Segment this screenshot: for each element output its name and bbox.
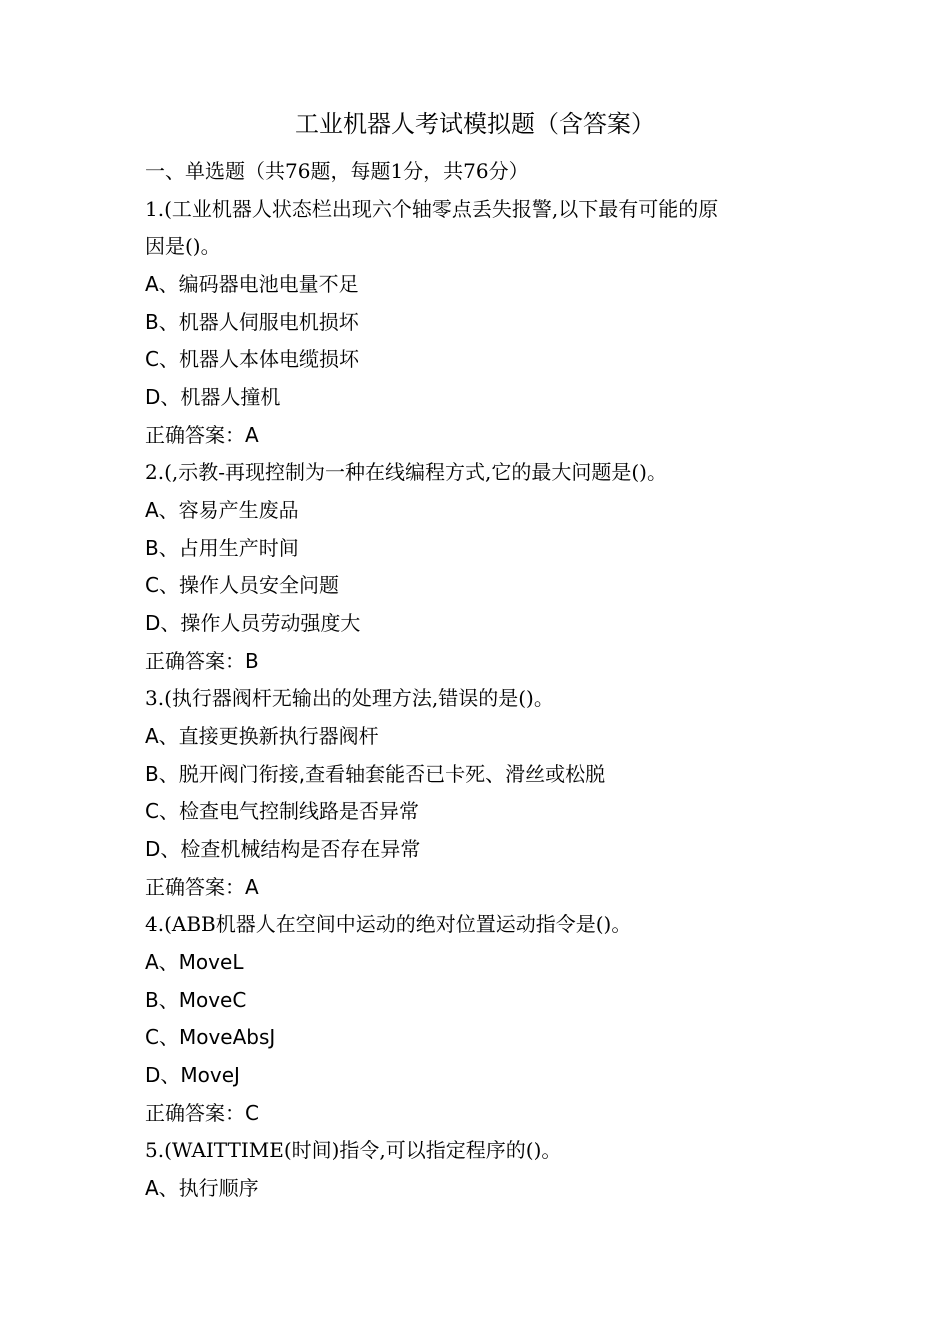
question-4-stem: 4.(ABB机器人在空间中运动的绝对位置运动指令是()。 [145, 912, 632, 936]
question-3-option-a: A、直接更换新执行器阀杆 [145, 724, 379, 748]
question-3-option-b: B、脱开阀门衔接,查看轴套能否已卡死、滑丝或松脱 [145, 762, 606, 786]
question-4-option-b: B、MoveC [145, 988, 247, 1012]
question-2-option-b: B、占用生产时间 [145, 536, 299, 560]
question-3-stem: 3.(执行器阀杆无输出的处理方法,错误的是()。 [145, 686, 554, 710]
question-1-stem-line-2: 因是()。 [145, 234, 221, 258]
question-1-option-d: D、机器人撞机 [145, 385, 281, 409]
question-1-option-a: A、编码器电池电量不足 [145, 272, 359, 296]
question-3-option-d: D、检查机械结构是否存在异常 [145, 837, 421, 861]
question-1-option-b: B、机器人伺服电机损坏 [145, 310, 359, 334]
question-1-answer: 正确答案：A [145, 423, 259, 447]
question-5-stem: 5.(WAITTIME(时间)指令,可以指定程序的()。 [145, 1138, 562, 1162]
question-5-option-a: A、执行顺序 [145, 1176, 259, 1200]
question-1-stem-line-1: 1.(工业机器人状态栏出现六个轴零点丢失报警,以下最有可能的原 [145, 197, 719, 221]
question-4-option-a: A、MoveL [145, 950, 244, 974]
question-3-answer: 正确答案：A [145, 875, 259, 899]
section-heading: 一、单选题（共76题，每题1分，共76分） [145, 159, 529, 183]
question-4-answer: 正确答案：C [145, 1101, 259, 1125]
question-4-option-d: D、MoveJ [145, 1063, 240, 1087]
question-2-answer: 正确答案：B [145, 649, 259, 673]
question-2-stem: 2.(,示教-再现控制为一种在线编程方式,它的最大问题是()。 [145, 460, 667, 484]
document-title: 工业机器人考试模拟题（含答案） [295, 110, 655, 138]
question-4-option-c: C、MoveAbsJ [145, 1025, 276, 1049]
question-2-option-a: A、容易产生废品 [145, 498, 299, 522]
question-2-option-d: D、操作人员劳动强度大 [145, 611, 361, 635]
question-3-option-c: C、检查电气控制线路是否异常 [145, 799, 419, 823]
question-2-option-c: C、操作人员安全问题 [145, 573, 339, 597]
question-1-option-c: C、机器人本体电缆损坏 [145, 347, 359, 371]
